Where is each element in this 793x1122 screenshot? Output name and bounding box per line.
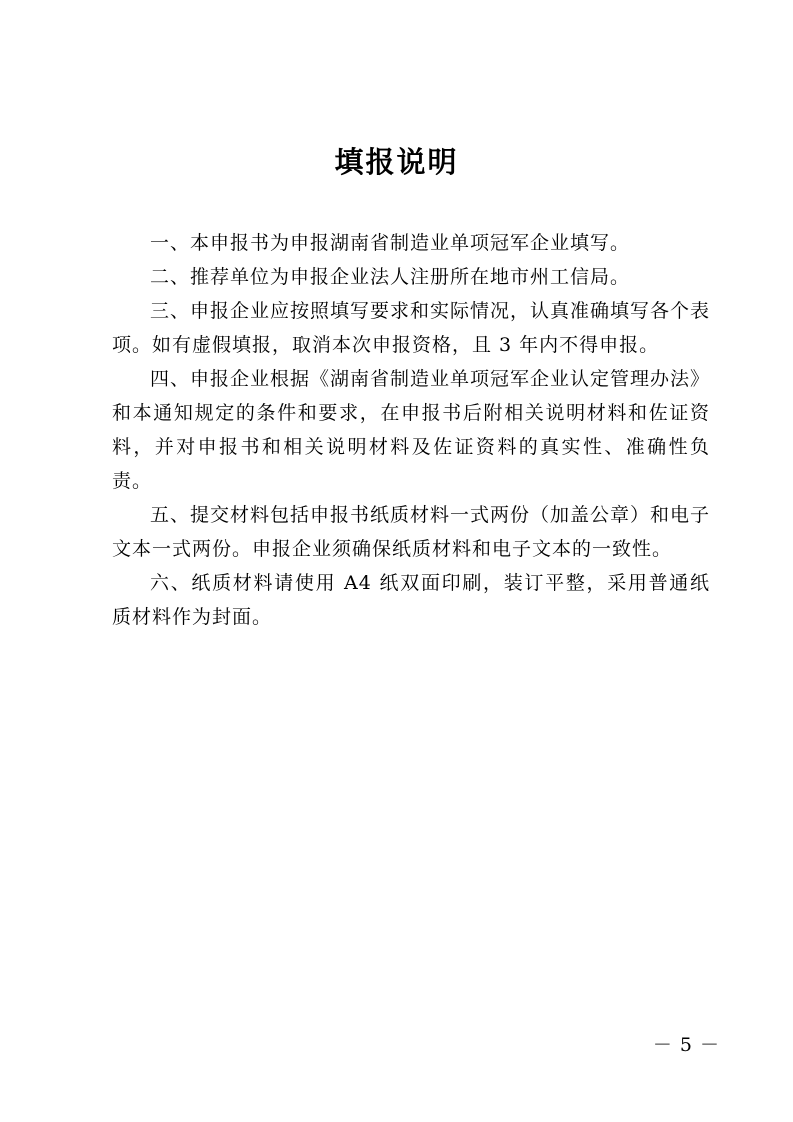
instruction-paragraph-5: 五、提交材料包括申报书纸质材料一式两份（加盖公章）和电子文本一式两份。申报企业须确保纸质材料和电子文本的一致性。 [112,504,711,560]
instruction-paragraph-3: 三、申报企业应按照填写要求和实际情况，认真准确填写各个表项。如有虚假填报，取消本次申报资格，且 3 年内不得申报。 [112,300,711,356]
instruction-paragraph-6: 六、纸质材料请使用 A4 纸双面印刷，装订平整，采用普通纸质材料作为封面。 [112,572,710,628]
instruction-paragraph-2: 二、推荐单位为申报企业法人注册所在地市州工信局。 [150,266,631,288]
page-title: 填报说明 [334,145,459,179]
page-number: － 5 － [652,1034,720,1056]
instruction-paragraph-1: 一、本申报书为申报湖南省制造业单项冠军企业填写。 [150,232,631,254]
instructions-body [112,226,710,634]
instruction-paragraph-4: 四、申报企业根据《湖南省制造业单项冠军企业认定管理办法》和本通知规定的条件和要求，在申报书后附相关说明材料和佐证资料，并对申报书和相关说明材料及佐证资料的真实性、准确性负责。 [112,368,711,492]
